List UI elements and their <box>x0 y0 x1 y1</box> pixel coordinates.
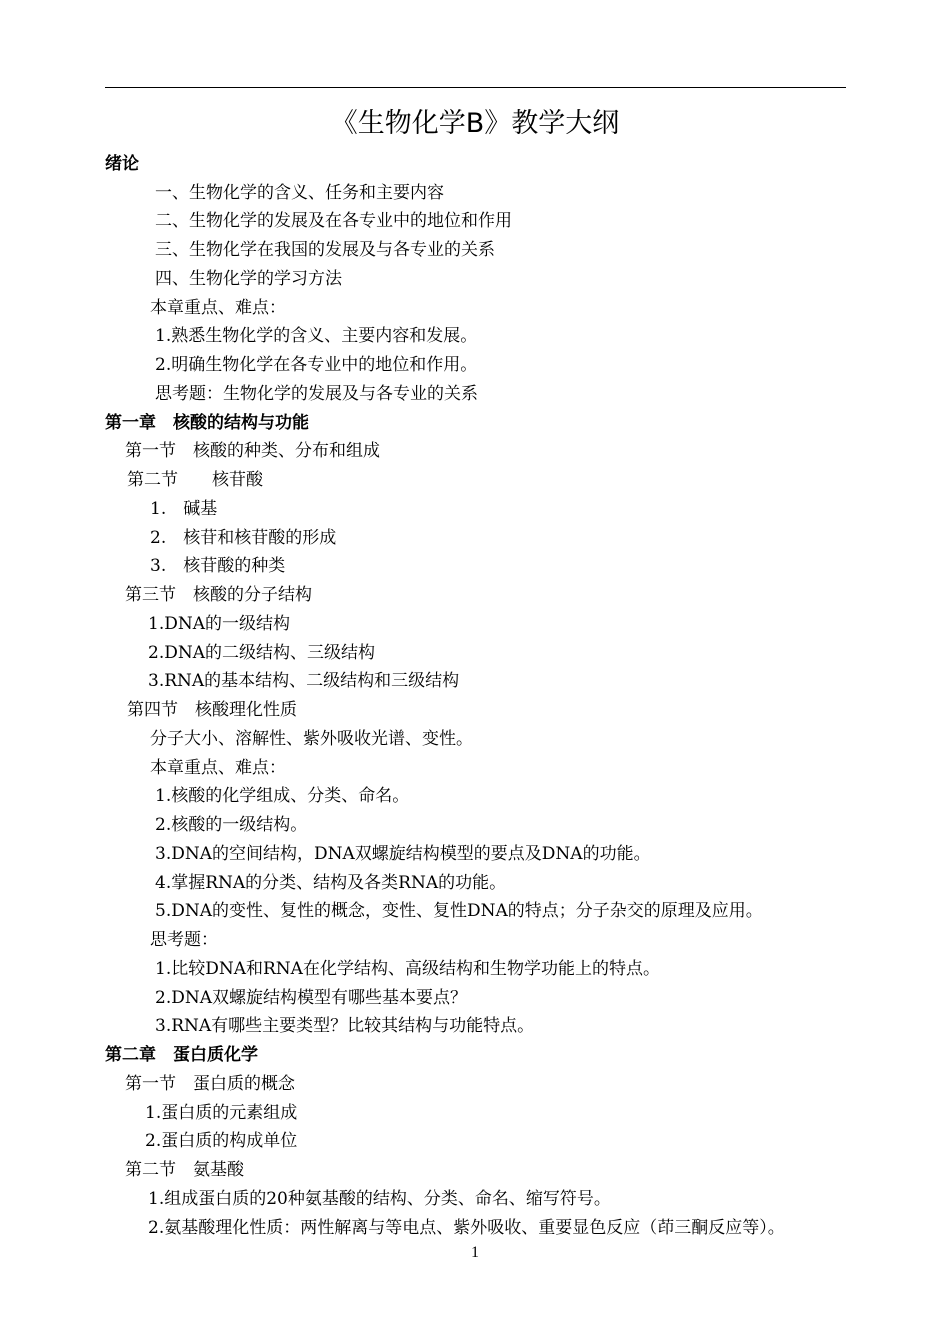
ch1-key-point: 2.核酸的一级结构。 <box>155 815 308 835</box>
intro-item: 一、生物化学的含义、任务和主要内容 <box>155 183 444 203</box>
ch2-sec2-item: 2.氨基酸理化性质：两性解离与等电点、紫外吸收、重要显色反应（茚三酮反应等）。 <box>148 1218 785 1238</box>
ch1-question: 3.RNA有哪些主要类型？比较其结构与功能特点。 <box>155 1016 535 1036</box>
intro-key-point: 1.熟悉生物化学的含义、主要内容和发展。 <box>155 326 478 346</box>
ch2-sec1-item: 2.蛋白质的构成单位 <box>145 1131 298 1151</box>
ch2-sec2-item: 1.组成蛋白质的20种氨基酸的结构、分类、命名、缩写符号。 <box>148 1189 611 1209</box>
ch2-sec1-item: 1.蛋白质的元素组成 <box>145 1103 298 1123</box>
ch2-section2: 第二节 氨基酸 <box>125 1160 244 1180</box>
header-rule <box>105 87 846 88</box>
intro-key-point: 2.明确生物化学在各专业中的地位和作用。 <box>155 355 478 375</box>
ch1-question-label: 思考题： <box>150 930 218 950</box>
intro-item: 二、生物化学的发展及在各专业中的地位和作用 <box>155 211 512 231</box>
intro-heading: 绪论 <box>105 154 139 174</box>
ch1-sec2-item: 2. 核苷和核苷酸的形成 <box>150 528 337 548</box>
ch1-key-point: 1.核酸的化学组成、分类、命名。 <box>155 786 410 806</box>
ch1-section1: 第一节 核酸的种类、分布和组成 <box>125 441 380 461</box>
chapter2-heading: 第二章 蛋白质化学 <box>105 1045 258 1065</box>
intro-key-label: 本章重点、难点： <box>150 298 286 318</box>
document-title: 《生物化学B》教学大纲 <box>330 108 620 139</box>
ch1-sec3-item: 1.DNA的一级结构 <box>148 614 291 634</box>
ch1-section4: 第四节 核酸理化性质 <box>127 700 297 720</box>
page-number: 1 <box>471 1244 479 1261</box>
ch1-question: 1.比较DNA和RNA在化学结构、高级结构和生物学功能上的特点。 <box>155 959 660 979</box>
ch1-sec4-text: 分子大小、溶解性、紫外吸收光谱、变性。 <box>150 729 473 749</box>
ch1-section3: 第三节 核酸的分子结构 <box>125 585 312 605</box>
ch1-key-point: 5.DNA的变性、复性的概念，变性、复性DNA的特点；分子杂交的原理及应用。 <box>155 901 763 921</box>
ch2-section1: 第一节 蛋白质的概念 <box>125 1074 295 1094</box>
ch1-sec3-item: 2.DNA的二级结构、三级结构 <box>148 643 376 663</box>
chapter1-heading: 第一章 核酸的结构与功能 <box>105 413 309 433</box>
intro-item: 四、生物化学的学习方法 <box>155 269 342 289</box>
ch1-key-point: 4.掌握RNA的分类、结构及各类RNA的功能。 <box>155 873 507 893</box>
intro-item: 三、生物化学在我国的发展及与各专业的关系 <box>155 240 495 260</box>
ch1-sec2-item: 1. 碱基 <box>150 499 218 519</box>
ch1-key-point: 3.DNA的空间结构，DNA双螺旋结构模型的要点及DNA的功能。 <box>155 844 651 864</box>
ch1-key-label: 本章重点、难点： <box>150 758 286 778</box>
ch1-question: 2.DNA双螺旋结构模型有哪些基本要点？ <box>155 988 468 1008</box>
ch1-section2: 第二节 核苷酸 <box>127 470 263 490</box>
intro-question: 思考题：生物化学的发展及与各专业的关系 <box>155 384 478 404</box>
ch1-sec3-item: 3.RNA的基本结构、二级结构和三级结构 <box>148 671 460 691</box>
ch1-sec2-item: 3. 核苷酸的种类 <box>150 556 286 576</box>
